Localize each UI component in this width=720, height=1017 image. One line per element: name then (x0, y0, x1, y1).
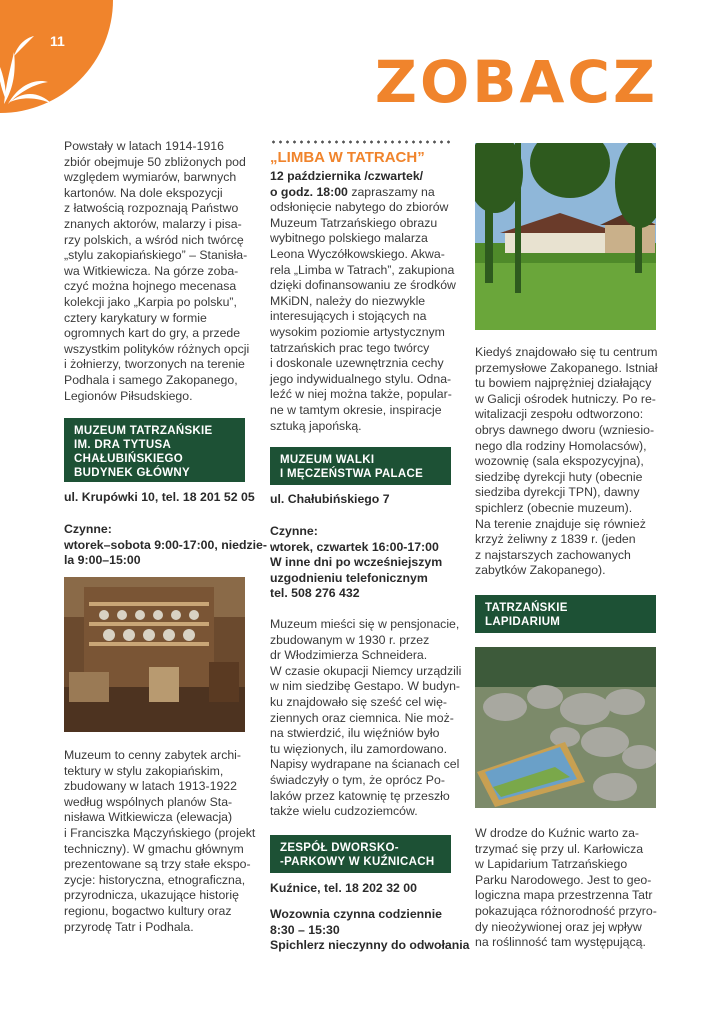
text-line: jego indywidualnego stylu. Odna- (270, 371, 452, 386)
heading-line: IM. DRA TYTUSA (74, 439, 172, 451)
text-line: zbiór obejmuje 50 zbliżonych pod (64, 154, 246, 169)
text-line: przyrodnicza, ukazujące historię (64, 888, 239, 903)
text-line: obrys dawnego dworu (wzniesio- (475, 422, 655, 437)
text-line: techniczny). W gmachu głównym (64, 841, 244, 856)
page-title: ZOBACZ (374, 48, 658, 116)
zespol-dworsko-heading (270, 835, 451, 873)
text-line: Muzeum Tatrzańskiego obrazu (270, 215, 438, 230)
text-line: Legionów Piłsudskiego. (64, 388, 193, 403)
heading-line: CHAŁUBIŃSKIEGO (74, 453, 183, 465)
hours-line: Spichlerz nieczynny do odwołania (270, 938, 470, 953)
col1-hours (64, 522, 267, 569)
heading-line: MUZEUM WALKI (280, 454, 375, 466)
text-line: „stylu zakopiańskiego” – Stanisła- (64, 248, 248, 263)
heading-line: TATRZAŃSKIE (485, 602, 568, 614)
text-line: wszystkim polityków różnych opcji (64, 341, 250, 356)
text-line: witalizacji zespołu odtworzono: (475, 407, 644, 422)
text-line: Leona Wyczółkowskiego. Akwa- (270, 246, 445, 261)
text-line: logiczna mapa przestrzenna Tatr (475, 888, 653, 903)
text-line: dr Włodzimierza Schneidera. (270, 648, 428, 663)
text-line: W drodze do Kuźnic warto za- (475, 826, 640, 840)
heading-line: MUZEUM TATRZAŃSKIE (74, 425, 213, 437)
text-line: sztuką japońską. (270, 418, 362, 433)
text-line: na stwierdzić, ilu więźniów było (270, 726, 440, 741)
text-line: siedzibę dyrekcji huty (obecnie (475, 469, 643, 484)
hours-line: la 9:00–15:00 (64, 553, 141, 568)
text-line: świadczyły o tym, że oprócz Po- (270, 772, 445, 787)
lapidarium-photo (475, 647, 656, 808)
text-line: znanych aktorów, malarzy i pisa- (64, 216, 242, 231)
text-line: zbudowany w latach 1913-1922 (64, 779, 237, 794)
text-line: wybitnego polskiego malarza (270, 231, 428, 246)
col2-hours2 (270, 907, 470, 954)
text-line: z najstarszych zachowanych (475, 547, 631, 562)
event-title: „LIMBA W TATRACH” (270, 149, 425, 166)
text-line: W czasie okupacji Niemcy urządzili (270, 663, 462, 678)
heading-line: BUDYNEK GŁÓWNY (74, 467, 191, 479)
text-line: względem wymiarów, barwnych (64, 170, 237, 185)
hours-line: wtorek, czwartek 16:00-17:00 (270, 539, 439, 554)
text-line: przemysłowe Zakopanego. Istniał (475, 360, 658, 375)
text-line: nego dla rodziny Homolacsów), (475, 438, 647, 453)
text-line: ogromnych kart do gry, a przede (64, 326, 241, 341)
text-line: cztery karykatury w formie (64, 310, 207, 325)
text-line: regionu, bogactwo kultury oraz (64, 903, 232, 918)
text-line: o godz. 18:00 zapraszamy na (270, 184, 435, 199)
text-line: Muzeum mieści się w pensjonacie, (270, 617, 460, 631)
text-line: także wielu cudzoziemców. (270, 804, 418, 819)
hours-line: 8:30 – 15:30 (270, 922, 340, 937)
text-line: laków przez katownię tę przeszło (270, 788, 450, 803)
lapidarium-heading (475, 595, 656, 633)
text-line: zbudowanym w 1930 r. przez (270, 632, 430, 647)
text-line: Na terenie znajduje się również (475, 516, 646, 531)
text-line: przyrodę Tatr i Podhala. (64, 919, 194, 934)
text-line: i doskonale uzewnętrznia cechy (270, 356, 444, 371)
text-line: tu bowiem najprężniej działający (475, 376, 652, 391)
text-line: pokazująca różnorodność przyro- (475, 903, 657, 918)
text-line: Parku Narodowego. Jest to geo- (475, 872, 652, 887)
kuznice-park-photo (475, 143, 656, 330)
col1-intro (64, 139, 249, 404)
text-line: Podhala i samego Zakopanego, (64, 372, 238, 387)
text-line: wa Witkiewicza. Na górze zoba- (64, 263, 239, 278)
event-description (270, 169, 456, 434)
text-line: krzyż żeliwny z 1839 r. (jeden (475, 532, 636, 547)
col1-address: ul. Krupówki 10, tel. 18 201 52 05 (64, 490, 255, 504)
text-line: wozownię (sala ekspozycyjna), (475, 454, 644, 469)
text-line: według wspólnych planów Sta- (64, 794, 233, 809)
hours-line: W inne dni po wcześniejszym (270, 555, 443, 570)
heading-line: LAPIDARIUM (485, 616, 561, 628)
dotted-divider (270, 140, 451, 144)
text-line: kartonów. Na dole ekspozycji (64, 185, 223, 200)
text-line: MKiDN, należy do niezwykle (270, 293, 426, 308)
text-line: dy nieożywionej oraz jej wpływ (475, 919, 642, 934)
text-line: Napisy wydrapane na ścianach cel (270, 757, 460, 772)
text-line: czyć można hojnego mecenasa (64, 279, 237, 294)
text-line: w Lapidarium Tatrzańskiego (475, 857, 628, 872)
heading-line: -PARKOWY W KUŹNICACH (280, 856, 435, 868)
text-line: dzięki dofinansowaniu ze środków (270, 278, 456, 293)
text-line: odsłonięcie nabytego do zbiorów (270, 200, 449, 215)
col3-description2 (475, 826, 657, 951)
text-line: prezentowane są trzy stałe ekspo- (64, 857, 251, 872)
text-line: tatrzańskich prac tego twórcy (270, 340, 430, 355)
text-line: ku znajdowało się sześć cel wię- (270, 694, 448, 709)
hours-line: Wozownia czynna codziennie (270, 907, 442, 921)
text-line: interesujących i stojących na (270, 309, 427, 324)
text-line: zycje: historyczna, etnograficzna, (64, 872, 246, 887)
museum-interior-photo (64, 577, 245, 732)
col2-description (270, 617, 461, 820)
text-line: nisława Witkiewicza (elewacja) (64, 810, 233, 825)
corner-decoration (0, 0, 113, 113)
text-line: leźć w niej można także, popular- (270, 387, 452, 402)
hours-line: Czynne: (64, 522, 112, 536)
text-line: trzymać się przy ul. Karłowicza (475, 841, 644, 856)
museum-tatrzanskie-heading (64, 418, 245, 482)
col2-hours (270, 524, 442, 602)
text-line: siedziba dyrekcji TPN), dawny (475, 485, 640, 500)
text-line: Kiedyś znajdowało się tu centrum (475, 345, 658, 359)
heading-line: I MĘCZEŃSTWA PALACE (280, 468, 424, 480)
text-line: rzy polskich, a wśród nich twórcę (64, 232, 244, 247)
text-line: kolekcji jako „Karpia po polsku”, (64, 294, 237, 309)
text-line: spichlerz (obecnie muzeum). (475, 500, 633, 515)
heading-line: ZESPÓŁ DWORSKO- (280, 842, 399, 854)
text-line: na roślinność tam występującą. (475, 935, 646, 950)
hours-line: wtorek–sobota 9:00-17:00, niedzie- (64, 537, 267, 552)
page-number: 11 (50, 33, 65, 49)
text-line: i Franciszka Mączyńskiego (projekt (64, 825, 256, 840)
text-line: ziennych oraz ciemnica. Nie moż- (270, 710, 454, 725)
hours-line: tel. 508 276 432 (270, 586, 360, 601)
text-line: w nim siedzibę Gestapo. W budyn- (270, 679, 461, 694)
text-line: tu więzionych, ilu zamordowano. (270, 741, 448, 756)
hours-line: uzgodnieniu telefonicznym (270, 570, 428, 585)
text-line: i żołnierzy, tworzonych na terenie (64, 357, 245, 372)
text-line: rela „Limba w Tatrach”, zakupiona (270, 262, 455, 277)
text-line: 12 października /czwartek/ (270, 169, 424, 183)
col1-description (64, 748, 255, 935)
text-line: Muzeum to cenny zabytek archi- (64, 748, 242, 762)
text-line: zabytków Zakopanego). (475, 563, 606, 578)
col2-address: ul. Chałubińskiego 7 (270, 492, 390, 506)
museum-walki-heading (270, 447, 451, 485)
col2-address2: Kuźnice, tel. 18 202 32 00 (270, 881, 417, 895)
text-line: z łatwością rozpoznają Państwo (64, 201, 239, 216)
text-line: Powstały w latach 1914-1916 (64, 139, 224, 153)
text-line: wysokim poziomie artystycznym (270, 324, 445, 339)
text-line: tektury w stylu zakopiańskim, (64, 763, 224, 778)
col3-description (475, 345, 658, 579)
text-line: ne w tamtym okresie, inspiracje (270, 402, 442, 417)
text-line: w Galicji ośrodek hutniczy. Po re- (475, 391, 656, 406)
hours-line: Czynne: (270, 524, 318, 538)
